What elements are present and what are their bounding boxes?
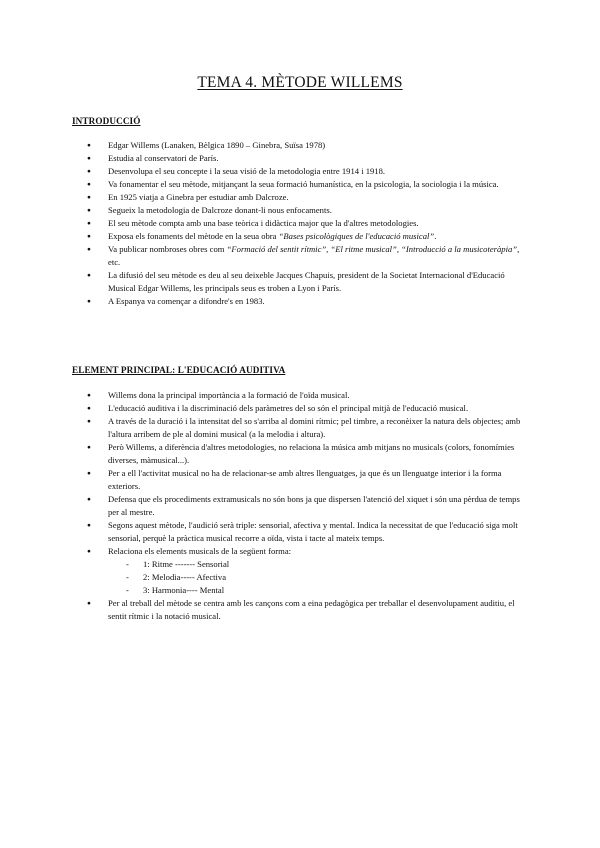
sub-list-item: - 1: Ritme ------- Sensorial <box>126 558 528 571</box>
book-title: “El ritme musical” <box>330 244 397 254</box>
element-list <box>108 389 528 623</box>
list-item: ● Per a ell l'activitat musical no ha de relacionar-se amb altres llenguatges, ja que és un llenguatge interior i la forma exteriors. <box>108 467 528 493</box>
list-item: ● A Espanya va començar a difondre's en 1983. <box>108 295 528 308</box>
list-item: ● A través de la duració i la intensitat del so s'arriba al domini rítmic; pel timbre, a reconèixer la natura dels objectes; amb l'altura arribem de ple al domini musical (a la melodia i altura). <box>108 415 528 441</box>
book-title: “Bases psicològiques de l'educació musical” <box>278 231 435 241</box>
list-item: ● Edgar Willems (Lanaken, Bèlgica 1890 – Ginebra, Suïsa 1978) <box>108 139 528 152</box>
list-item-text: Relaciona els elements musicals de la següent forma: <box>108 546 292 556</box>
section-heading-introduccio: INTRODUCCIÓ <box>72 116 141 126</box>
list-item: ● La difusió del seu mètode es deu al seu deixeble Jacques Chapuis, president de la Societat Internacional d'Educació Musical Edgar Willems, les principals seus es troben a Lyon i París. <box>108 269 528 295</box>
list-item-text: . <box>434 231 437 241</box>
list-item: ● Segons aquest mètode, l'audició serà triple: sensorial, afectiva y mental. Indica la necessitat de que l'educació siga molt sensorial, perquè la pràctica musical recorre a oïda, vista i tacte al mateix temps. <box>108 519 528 545</box>
sub-list-item: - 3: Harmonia---- Mental <box>126 584 528 597</box>
list-item: ● Però Willems, a diferència d'altres metodologies, no relaciona la música amb mitjans no musicals (colors, fonomímies diverses, màmusical...). <box>108 441 528 467</box>
page-title: TEMA 4. MÈTODE WILLEMS <box>197 74 403 91</box>
list-item-text: , etc. <box>108 244 520 267</box>
list-item <box>108 243 528 269</box>
list-item: ● Estudia al conservatori de París. <box>108 152 528 165</box>
list-item-text: Exposa els fonaments del mètode en la seua obra <box>108 231 279 241</box>
list-item-text: , <box>326 244 331 254</box>
intro-list <box>108 139 528 308</box>
list-item: ● Willems dona la principal importància a la formació de l'oïda musical. <box>108 389 528 402</box>
book-title: “Formació del sentit rítmic” <box>226 244 327 254</box>
list-item-text: , <box>396 244 402 254</box>
sub-list-item: - 2: Melodia----- Afectiva <box>126 571 528 584</box>
list-item: ● Per al treball del mètode se centra amb les cançons com a eina pedagògica per treballar el desenvolupament auditiu, el sentit rítmic i la notació musical. <box>108 597 528 623</box>
list-item: ● Defensa que els procediments extramusicals no són bons ja que dispersen l'atenció del xiquet i són una pèrdua de temps per al mestre. <box>108 493 528 519</box>
elements-sublist <box>108 558 528 597</box>
list-item: ● Segueix la metodologia de Dalcroze donant-li nous enfocaments. <box>108 204 528 217</box>
list-item: ● El seu mètode compta amb una base teòrica i didàctica major que la d'altres metodologies. <box>108 217 528 230</box>
book-title: “Introducció a la musicoteràpia” <box>401 244 518 254</box>
list-item-text: Va publicar nombroses obres com <box>108 244 227 254</box>
list-item: ● L'educació auditiva i la discriminació dels paràmetres del so són el principal mitjà de l'educació musical. <box>108 402 528 415</box>
list-item: ● En 1925 viatja a Ginebra per estudiar amb Dalcroze. <box>108 191 528 204</box>
section-heading-element-principal: ELEMENT PRINCIPAL: L'EDUCACIÓ AUDITIVA <box>72 365 286 375</box>
list-item <box>108 545 528 597</box>
list-item: ● Desenvolupa el seu concepte i la seua visió de la metodologia entre 1914 i 1918. <box>108 165 528 178</box>
list-item <box>108 230 528 243</box>
list-item: ● Va fonamentar el seu mètode, mitjançant la seua formació humanística, en la psicologia, la sociologia i la música. <box>108 178 528 191</box>
